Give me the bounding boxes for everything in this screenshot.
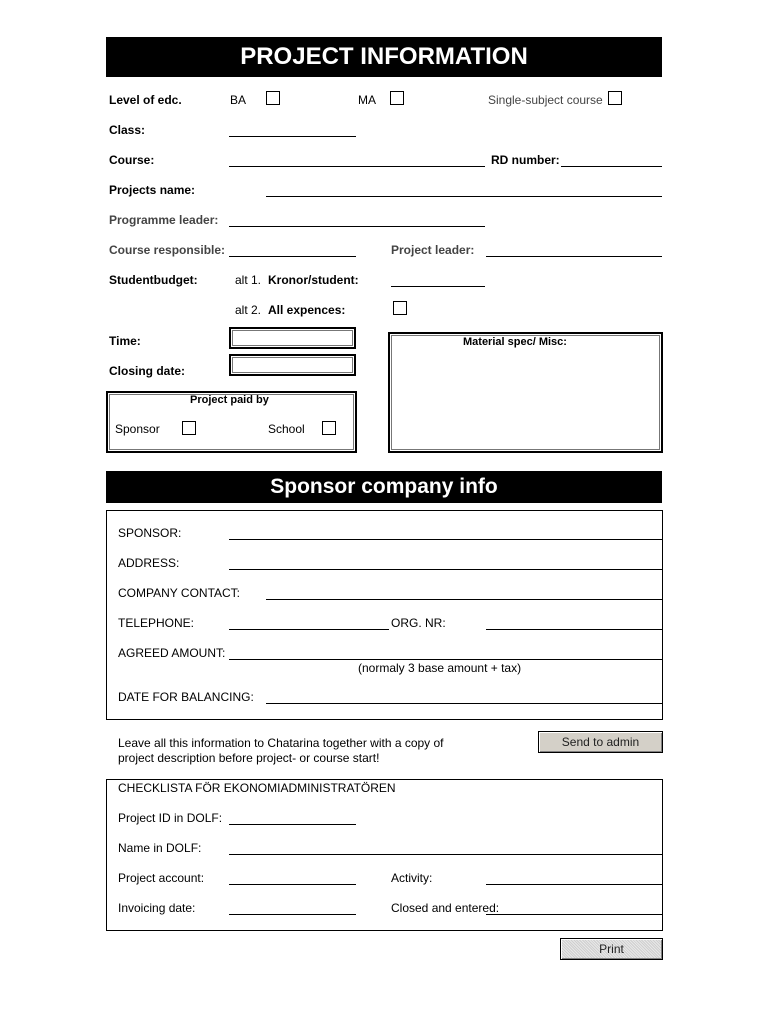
invoicing-date-field[interactable] [229,914,356,915]
agreed-amount-note: (normaly 3 base amount + tax) [358,661,522,675]
date-balancing-label: DATE FOR BALANCING: [118,690,254,704]
ma-label: MA [358,93,376,107]
alt1-label: alt 1. [235,273,262,287]
sponsor-label: SPONSOR: [118,526,182,540]
paid-by-title: Project paid by [190,394,269,406]
rd-number-field[interactable] [561,166,662,167]
project-information-header [106,37,662,77]
sponsor-field[interactable] [229,539,662,540]
kronor-field[interactable] [391,286,485,287]
org-nr-label: ORG. NR: [391,616,446,630]
sponsor-info-box [106,510,663,720]
project-account-field[interactable] [229,884,356,885]
agreed-amount-field[interactable] [229,659,662,660]
activity-field[interactable] [486,884,662,885]
material-spec-label: Material spec/ Misc: [463,336,567,348]
company-contact-label: COMPANY CONTACT: [118,586,241,600]
school-checkbox[interactable] [322,421,336,435]
company-contact-field[interactable] [266,599,662,600]
class-label: Class: [109,123,146,137]
closing-date-label: Closing date: [109,364,186,378]
date-balancing-field[interactable] [266,703,662,704]
alt2-label: alt 2. [235,303,262,317]
course-label: Course: [109,153,155,167]
send-to-admin-button[interactable]: Send to admin [538,731,663,753]
address-field[interactable] [229,569,662,570]
closed-entered-label: Closed and entered: [391,901,500,915]
agreed-amount-label: AGREED AMOUNT: [118,646,226,660]
level-label: Level of edc. [109,93,182,107]
project-account-label: Project account: [118,871,205,885]
rd-number-label: RD number: [491,153,560,167]
page-title: PROJECT INFORMATION [240,43,528,70]
name-in-dolf-field[interactable] [229,854,662,855]
expences-checkbox[interactable] [393,301,407,315]
programme-leader-field[interactable] [229,226,485,227]
single-subject-checkbox[interactable] [608,91,622,105]
org-nr-field[interactable] [486,629,662,630]
project-leader-label: Project leader: [391,243,475,257]
name-in-dolf-label: Name in DOLF: [118,841,202,855]
telephone-label: TELEPHONE: [118,616,195,630]
course-responsible-field[interactable] [229,256,356,257]
ba-label: BA [230,93,247,107]
ba-checkbox[interactable] [266,91,280,105]
checklist-title: CHECKLISTA FÖR EKONOMIADMINISTRATÖREN [118,781,396,795]
time-input[interactable] [229,327,356,349]
time-label: Time: [109,334,141,348]
project-id-label: Project ID in DOLF: [118,811,223,825]
sponsor-section-title: Sponsor company info [270,475,498,498]
single-subject-label: Single-subject course [488,93,603,107]
closing-date-input[interactable] [229,354,356,376]
address-label: ADDRESS: [118,556,180,570]
closed-entered-field[interactable] [486,914,662,915]
ma-checkbox[interactable] [390,91,404,105]
projects-name-field[interactable] [266,196,662,197]
course-responsible-label: Course responsible: [109,243,226,257]
sponsor-checkbox[interactable] [182,421,196,435]
material-spec-box[interactable] [388,332,663,453]
invoicing-date-label: Invoicing date: [118,901,196,915]
school-option-label: School [268,422,305,436]
telephone-field[interactable] [229,629,389,630]
print-button[interactable]: Print [560,938,663,960]
projects-name-label: Projects name: [109,183,196,197]
class-field[interactable] [229,136,356,137]
programme-leader-label: Programme leader: [109,213,219,227]
studentbudget-label: Studentbudget: [109,273,198,287]
sponsor-section-header [106,471,662,503]
kronor-label: Kronor/student: [268,273,359,287]
notice-line-2: project description before project- or course start! [118,751,380,765]
activity-label: Activity: [391,871,433,885]
notice-line-1: Leave all this information to Chatarina together with a copy of [118,736,444,750]
course-field[interactable] [229,166,485,167]
project-id-field[interactable] [229,824,356,825]
sponsor-option-label: Sponsor [115,422,160,436]
project-leader-field[interactable] [486,256,662,257]
expences-label: All expences: [268,303,346,317]
